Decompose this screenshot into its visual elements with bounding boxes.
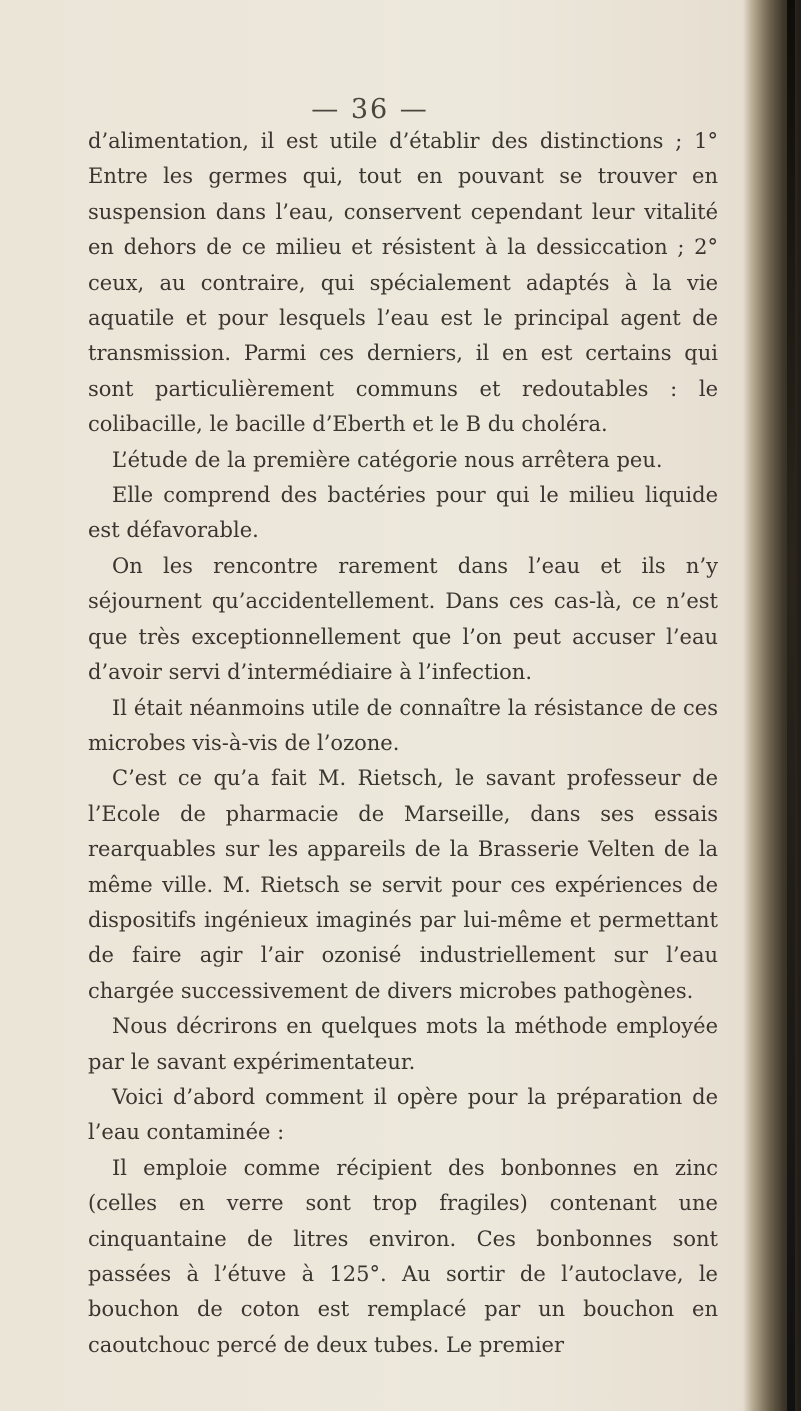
body-text xyxy=(88,124,718,1363)
paragraph-6: C’est ce qu’a fait M. Rietsch, le savant professeur de l’Ecole de pharmacie de Marseille, dans ses essais rearquables sur les appareils de la Brasserie Velten de la même ville. M. Rietsch se servit pour ces expériences de dispositifs ingénieux imaginés par lui-même et permettant de faire agir l’air ozonisé industriellement sur l’eau chargée successivement de divers microbes pathogènes. xyxy=(88,766,718,1003)
paragraph-8: Voici d’abord comment il opère pour la préparation de l’eau contaminée : xyxy=(88,1084,718,1145)
paragraph-9: Il emploie comme récipient des bonbonnes en zinc (celles en verre sont trop fragiles) contenant une cinquantaine de litres environ. Ces bonbonnes sont passées à l’étuve à 125°. Au sortir de l’autoclave, le bouchon de coton est remplacé par un bouchon en caoutchouc percé de deux tubes. Le premier xyxy=(88,1155,718,1357)
paragraph-1: d’alimentation, il est utile d’établir des distinctions ; 1° Entre les germes qui, tout en pouvant se trouver en suspension dans l’eau, conservent cependant leur vitalité en dehors de ce milieu et résistent à la dessiccation ; 2° ceux, au contraire, qui spécialement adaptés à la vie aquatile et pour lesquels l’eau est le principal agent de transmission. Parmi ces derniers, il en est certains qui sont particulièrement communs et redoutables : le colibacille, le bacille d’Eberth et le B du choléra. xyxy=(88,129,718,437)
page-number: — 36 — xyxy=(311,94,429,125)
paragraph-3: Elle comprend des bactéries pour qui le milieu liquide est défavorable. xyxy=(88,483,718,543)
paragraph-4: On les rencontre rarement dans l’eau et ils n’y séjournent qu’accidentellement. Dans ces cas-là, ce n’est que très exceptionnellement que l’on peut accuser l’eau d’avoir servi d’intermédiaire à l’infection. xyxy=(88,553,718,685)
paragraph-7: Nous décrirons en quelques mots la méthode employée par le savant expérimentateur. xyxy=(88,1014,718,1074)
book-spine-edge xyxy=(787,0,795,1411)
paragraph-5: Il était néanmoins utile de connaître la résistance de ces microbes vis-à-vis de l’ozone. xyxy=(88,695,718,755)
paragraph-2: L’étude de la première catégorie nous arrêtera peu. xyxy=(112,447,663,472)
